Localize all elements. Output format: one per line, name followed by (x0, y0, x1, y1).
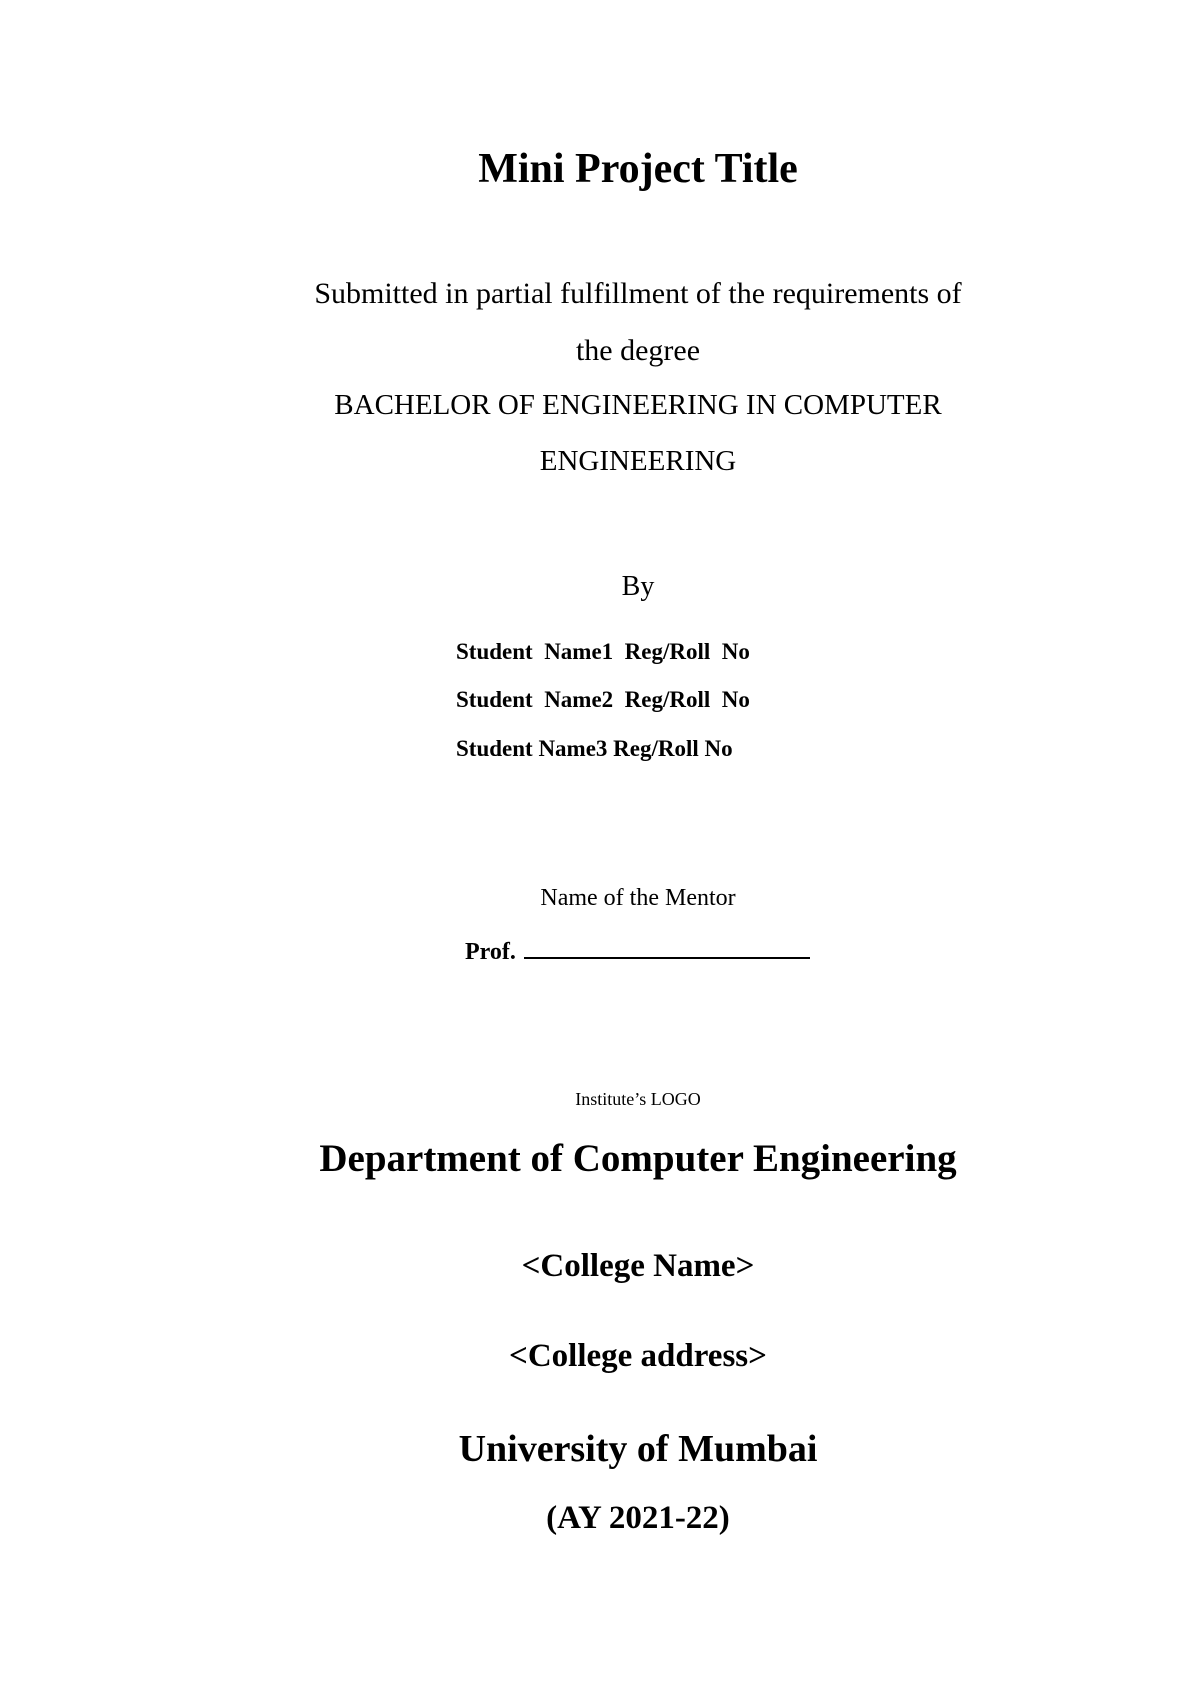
academic-year: (AY 2021-22) (546, 1500, 730, 1536)
university-name: University of Mumbai (458, 1428, 818, 1470)
submission-statement-line2: the degree (575, 334, 701, 367)
mentor-label: Name of the Mentor (540, 885, 736, 911)
student-entry-1: Student Name1 Reg/Roll No (456, 639, 750, 664)
college-address: <College address> (509, 1338, 767, 1374)
project-title: Mini Project Title (478, 146, 798, 192)
college-name: <College Name> (521, 1248, 755, 1284)
department-name: Department of Computer Engineering (319, 1137, 957, 1180)
submission-statement-line1: Submitted in partial fulfillment of the requirements of (314, 277, 962, 310)
by-label: By (621, 571, 655, 602)
institute-logo-placeholder: Institute’s LOGO (575, 1089, 701, 1109)
student-entry-3: Student Name3 Reg/Roll No (456, 736, 733, 761)
mentor-prefix: Prof. (465, 939, 516, 965)
student-entry-2: Student Name2 Reg/Roll No (456, 687, 750, 712)
mentor-name-line (465, 935, 810, 964)
degree-name-line2: ENGINEERING (539, 445, 737, 477)
degree-name-line1: BACHELOR OF ENGINEERING IN COMPUTER (334, 389, 942, 421)
mentor-name-blank (524, 935, 810, 959)
